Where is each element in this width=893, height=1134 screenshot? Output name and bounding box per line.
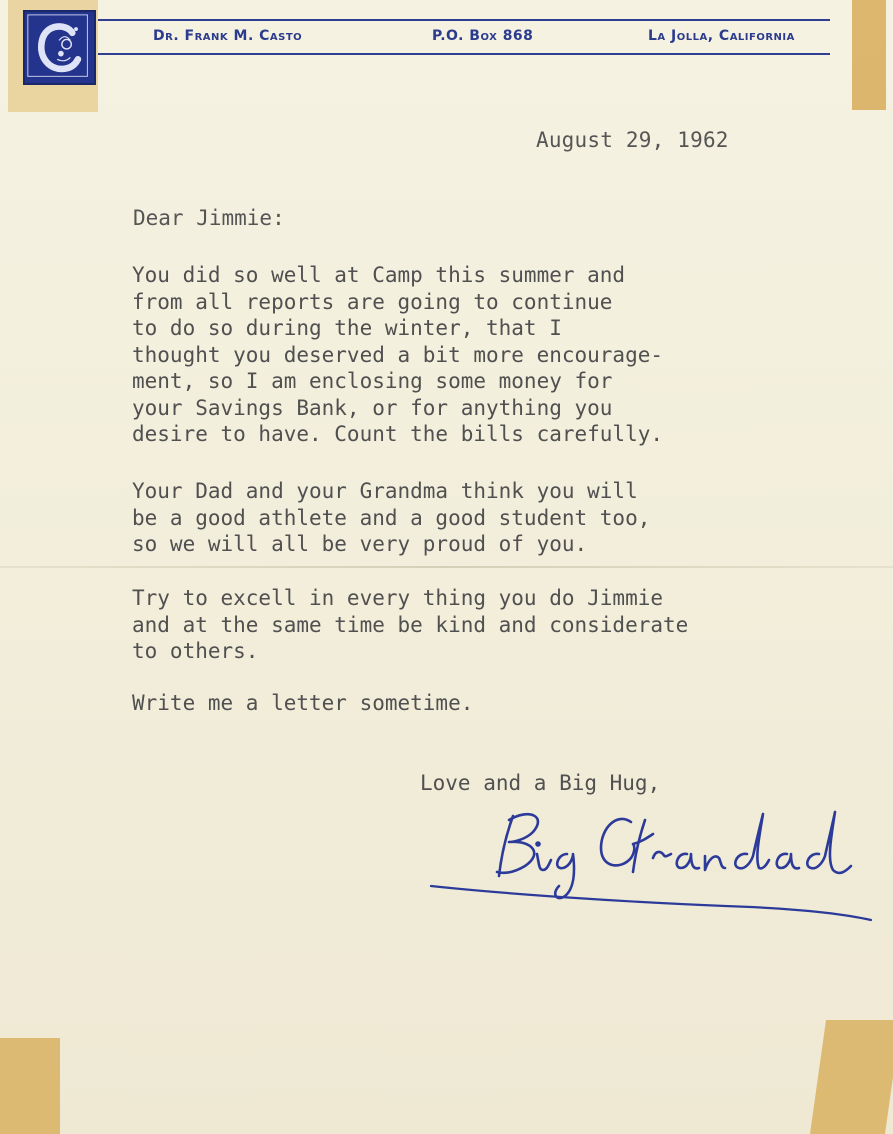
letterhead-rule-bottom (98, 53, 830, 55)
monogram-c-icon (25, 12, 94, 83)
signature-drawing (425, 798, 875, 928)
paragraph-line: desire to have. Count the bills carefully. (132, 422, 664, 446)
paragraph-line: be a good athlete and a good student too, (132, 505, 651, 530)
tape-bottom-right (810, 1020, 893, 1134)
paragraph-line: Write me a letter sometime. (132, 691, 474, 715)
handwritten-signature (425, 798, 875, 928)
paragraph-line: from all reports are going to continue (132, 289, 613, 314)
paragraph-line: to do so during the winter, that I (132, 316, 562, 340)
paragraph-line: You did so well at Camp this summer and (132, 263, 626, 287)
paragraph-line: your Savings Bank, or for anything you (132, 395, 613, 420)
paragraph-line: Try to excell in every thing you do Jimmie (132, 586, 664, 610)
monogram-logo (23, 10, 96, 85)
letterhead-location: La Jolla, California (648, 28, 795, 44)
paragraph-line: so we will all be very proud of you. (132, 532, 588, 556)
tape-top-right (852, 0, 886, 110)
letter-date: August 29, 1962 (536, 128, 729, 152)
paragraph-line: Your Dad and your Grandma think you will (132, 479, 638, 503)
letterhead-name: Dr. Frank M. Casto (153, 28, 303, 44)
salutation: Dear Jimmie: (133, 206, 285, 230)
paragraph-line: and at the same time be kind and considerate (132, 612, 689, 637)
paragraph-2 (132, 478, 650, 558)
letterhead-po-box: P.O. Box 868 (432, 28, 534, 44)
paragraph-1 (132, 262, 663, 448)
paragraph-line: to others. (132, 639, 259, 663)
paragraph-3 (132, 585, 688, 665)
paragraph-line: ment, so I am enclosing some money for (132, 369, 613, 393)
paragraph-line: thought you deserved a bit more encourage- (132, 342, 664, 367)
tape-bottom-left (0, 1038, 60, 1134)
fold-crease (0, 566, 893, 568)
closing: Love and a Big Hug, (420, 771, 661, 795)
letterhead-rule-top (98, 19, 830, 21)
paragraph-4 (132, 690, 473, 717)
